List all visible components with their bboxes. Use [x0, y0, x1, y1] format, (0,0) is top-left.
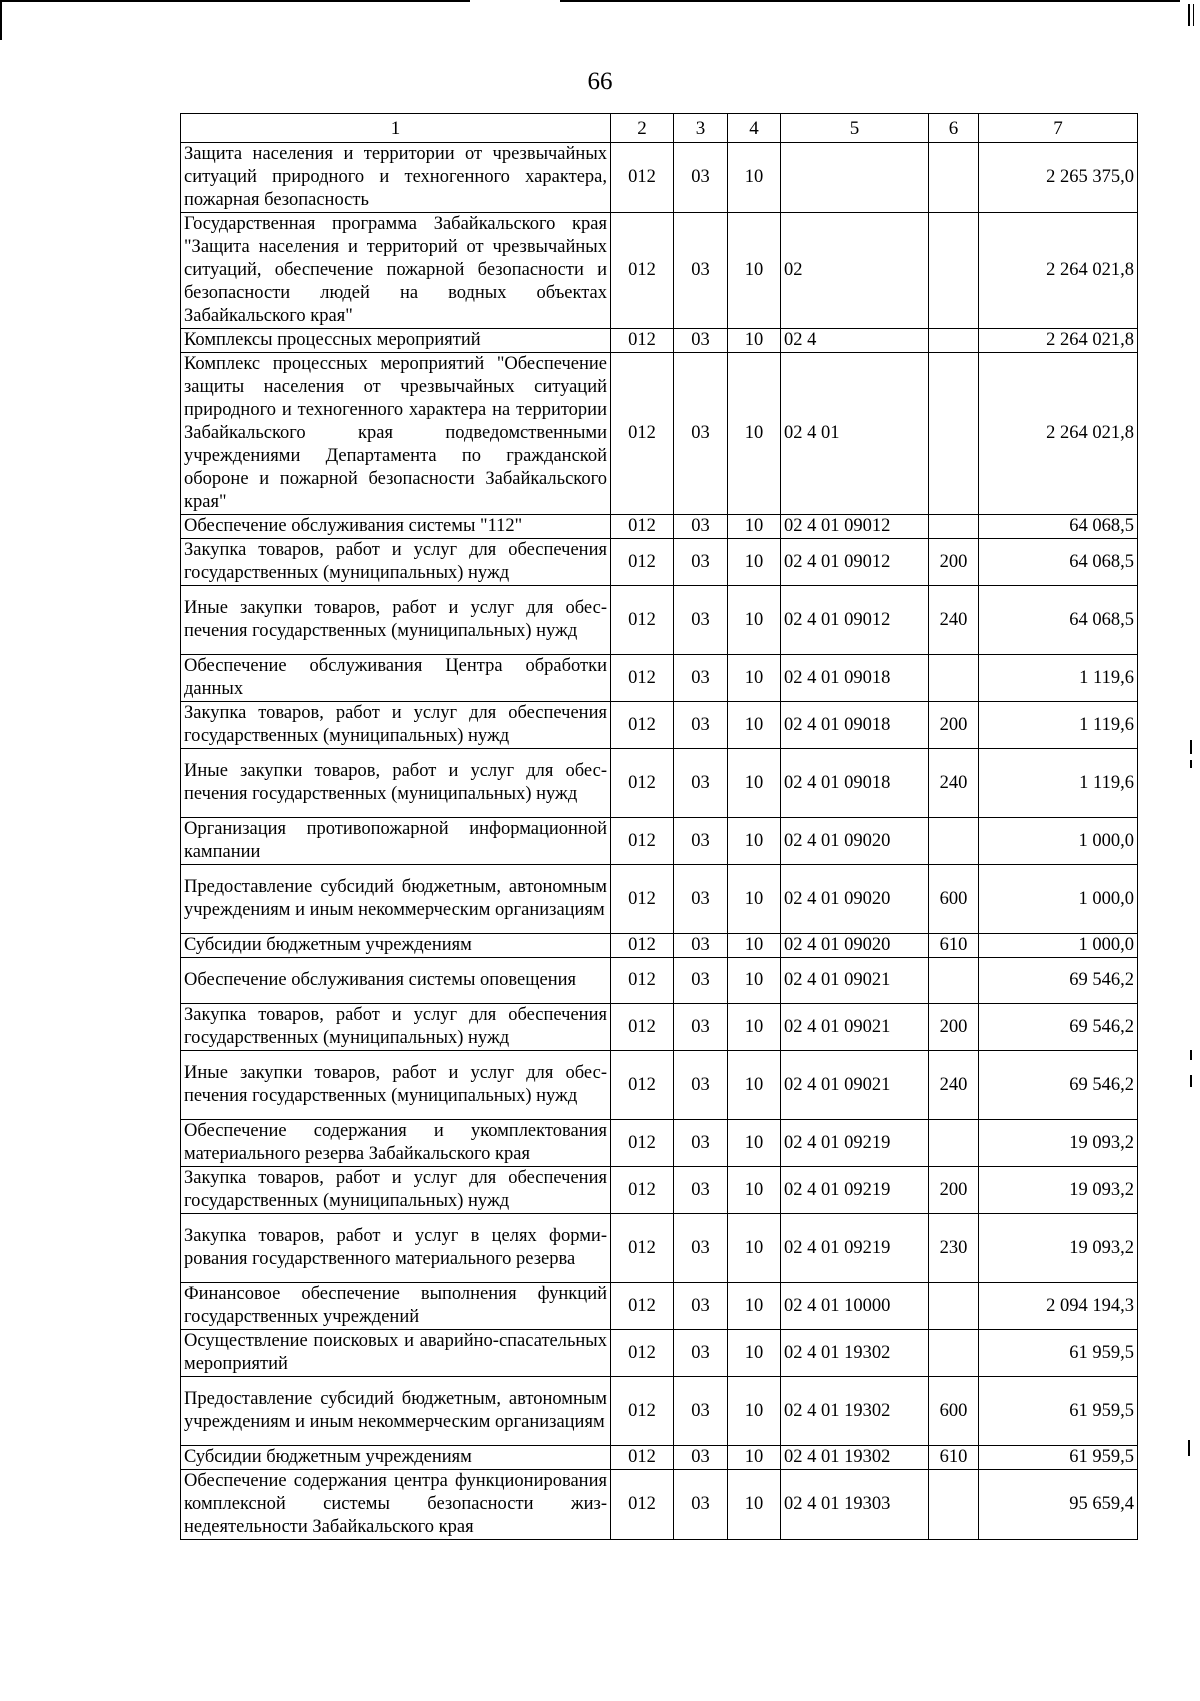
expense-type-code	[929, 143, 979, 213]
row-name: Иные закупки товаров, работ и услуг для обеспечения государственных (муниципальных) нужд	[181, 1051, 611, 1120]
subsection-code: 10	[728, 1377, 781, 1446]
expense-type-code: 610	[929, 934, 979, 958]
section-code: 03	[674, 655, 728, 702]
table-row	[181, 1214, 1138, 1283]
scan-speck	[1190, 760, 1192, 768]
table-row	[181, 1330, 1138, 1377]
column-header: 5	[781, 114, 929, 143]
row-name: Закупка товаров, работ и услуг для обеспечения государственных (муниципальных) нужд	[181, 1167, 611, 1214]
ministry-code: 012	[611, 515, 674, 539]
target-article-code	[781, 143, 929, 213]
ministry-code: 012	[611, 329, 674, 353]
subsection-code: 10	[728, 1167, 781, 1214]
ministry-code: 012	[611, 1120, 674, 1167]
scan-edge-top-right	[560, 0, 1180, 2]
expense-type-code	[929, 353, 979, 515]
subsection-code: 10	[728, 353, 781, 515]
row-name: Субсидии бюджетным учреждениям	[181, 1446, 611, 1470]
expense-type-code	[929, 1120, 979, 1167]
table-row	[181, 1283, 1138, 1330]
target-article-code: 02 4 01 19302	[781, 1377, 929, 1446]
amount: 2 264 021,8	[979, 353, 1138, 515]
table-row	[181, 702, 1138, 749]
expense-type-code: 610	[929, 1446, 979, 1470]
amount: 1 000,0	[979, 818, 1138, 865]
subsection-code: 10	[728, 213, 781, 329]
ministry-code: 012	[611, 1470, 674, 1540]
row-name: Обеспечение обслуживания Центра обработки данных	[181, 655, 611, 702]
amount: 19 093,2	[979, 1214, 1138, 1283]
ministry-code: 012	[611, 586, 674, 655]
row-name: Защита населения и территории от чрезвычайных ситуаций природного и техногенного характера, пожарная безопасность	[181, 143, 611, 213]
target-article-code: 02 4	[781, 329, 929, 353]
amount: 1 000,0	[979, 934, 1138, 958]
section-code: 03	[674, 1283, 728, 1330]
expense-type-code	[929, 1330, 979, 1377]
target-article-code: 02 4 01 09012	[781, 539, 929, 586]
target-article-code: 02 4 01 09020	[781, 818, 929, 865]
scan-speck	[1188, 1440, 1190, 1456]
table-body	[181, 143, 1138, 1540]
subsection-code: 10	[728, 655, 781, 702]
expense-type-code: 200	[929, 1004, 979, 1051]
target-article-code: 02 4 01 19302	[781, 1330, 929, 1377]
expense-type-code	[929, 1283, 979, 1330]
amount: 69 546,2	[979, 958, 1138, 1004]
section-code: 03	[674, 1214, 728, 1283]
row-name: Закупка товаров, работ и услуг для обеспечения государственных (муниципальных) нужд	[181, 702, 611, 749]
section-code: 03	[674, 586, 728, 655]
column-header: 6	[929, 114, 979, 143]
row-name: Предоставление субсидий бюджетным, автономным учреждениям и иным некоммерческим организациям	[181, 865, 611, 934]
table-row	[181, 213, 1138, 329]
scan-edge-top-left	[0, 0, 470, 2]
subsection-code: 10	[728, 1446, 781, 1470]
section-code: 03	[674, 1330, 728, 1377]
expense-type-code	[929, 958, 979, 1004]
ministry-code: 012	[611, 1004, 674, 1051]
subsection-code: 10	[728, 1330, 781, 1377]
amount: 61 959,5	[979, 1330, 1138, 1377]
ministry-code: 012	[611, 702, 674, 749]
amount: 2 265 375,0	[979, 143, 1138, 213]
amount: 1 119,6	[979, 655, 1138, 702]
section-code: 03	[674, 958, 728, 1004]
ministry-code: 012	[611, 143, 674, 213]
row-name: Обеспечение обслуживания системы "112"	[181, 515, 611, 539]
ministry-code: 012	[611, 655, 674, 702]
table-row	[181, 143, 1138, 213]
target-article-code: 02 4 01 09219	[781, 1167, 929, 1214]
expense-type-code: 240	[929, 749, 979, 818]
subsection-code: 10	[728, 1120, 781, 1167]
expense-type-code: 600	[929, 1377, 979, 1446]
subsection-code: 10	[728, 958, 781, 1004]
row-name: Предоставление субсидий бюджетным, автономным учреждениям и иным некоммерческим организациям	[181, 1377, 611, 1446]
subsection-code: 10	[728, 749, 781, 818]
target-article-code: 02 4 01 09021	[781, 958, 929, 1004]
expense-type-code	[929, 655, 979, 702]
amount: 95 659,4	[979, 1470, 1138, 1540]
section-code: 03	[674, 1446, 728, 1470]
row-name: Комплекс процессных мероприятий "Обеспечение защиты населения от чрезвычайных ситуаций природного и техногенного характера на территории Забайкальского края подведомственными учреждениями Департамента по гражданской обороне и пожарной безопасности Забайкальского края"	[181, 353, 611, 515]
target-article-code: 02	[781, 213, 929, 329]
table-row	[181, 329, 1138, 353]
row-name: Обеспечение обслуживания системы оповещения	[181, 958, 611, 1004]
subsection-code: 10	[728, 515, 781, 539]
ministry-code: 012	[611, 865, 674, 934]
target-article-code: 02 4 01 19302	[781, 1446, 929, 1470]
target-article-code: 02 4 01 09020	[781, 934, 929, 958]
ministry-code: 012	[611, 818, 674, 865]
section-code: 03	[674, 1051, 728, 1120]
row-name: Осуществление поисковых и аварийно-спасательных мероприятий	[181, 1330, 611, 1377]
section-code: 03	[674, 749, 728, 818]
table-row	[181, 1051, 1138, 1120]
subsection-code: 10	[728, 702, 781, 749]
expense-type-code: 230	[929, 1214, 979, 1283]
table-row	[181, 1120, 1138, 1167]
expense-type-code: 200	[929, 702, 979, 749]
subsection-code: 10	[728, 1470, 781, 1540]
row-name: Закупка товаров, работ и услуг для обеспечения государственных (муниципальных) нужд	[181, 539, 611, 586]
target-article-code: 02 4 01 09021	[781, 1051, 929, 1120]
target-article-code: 02 4 01 09018	[781, 655, 929, 702]
ministry-code: 012	[611, 1051, 674, 1120]
table-header-row	[181, 114, 1138, 143]
section-code: 03	[674, 143, 728, 213]
target-article-code: 02 4 01 09219	[781, 1214, 929, 1283]
target-article-code: 02 4 01 09219	[781, 1120, 929, 1167]
target-article-code: 02 4 01 09018	[781, 749, 929, 818]
section-code: 03	[674, 329, 728, 353]
row-name: Субсидии бюджетным учреждениям	[181, 934, 611, 958]
table-row	[181, 958, 1138, 1004]
table-row	[181, 586, 1138, 655]
subsection-code: 10	[728, 143, 781, 213]
target-article-code: 02 4 01 09012	[781, 586, 929, 655]
section-code: 03	[674, 1120, 728, 1167]
ministry-code: 012	[611, 1167, 674, 1214]
row-name: Обеспечение содержания и укомплектования материального резерва Забайкальского края	[181, 1120, 611, 1167]
page-number: 66	[587, 68, 613, 95]
target-article-code: 02 4 01 09012	[781, 515, 929, 539]
row-name: Финансовое обеспечение выполнения функций государственных учреждений	[181, 1283, 611, 1330]
amount: 19 093,2	[979, 1167, 1138, 1214]
section-code: 03	[674, 818, 728, 865]
section-code: 03	[674, 353, 728, 515]
ministry-code: 012	[611, 749, 674, 818]
ministry-code: 012	[611, 1283, 674, 1330]
expense-type-code: 600	[929, 865, 979, 934]
row-name: Государственная программа Забайкальского края "Защита населения и территорий от чрезвычайных ситуаций, обеспечение пожарной безопасности и безопасности людей на водных объектах Забайкальского края"	[181, 213, 611, 329]
column-header: 2	[611, 114, 674, 143]
column-header: 3	[674, 114, 728, 143]
scan-speck	[1190, 740, 1192, 754]
target-article-code: 02 4 01 09020	[781, 865, 929, 934]
expense-type-code	[929, 515, 979, 539]
amount: 64 068,5	[979, 586, 1138, 655]
scan-speck	[1190, 1075, 1192, 1087]
ministry-code: 012	[611, 353, 674, 515]
section-code: 03	[674, 702, 728, 749]
table-row	[181, 1004, 1138, 1051]
ministry-code: 012	[611, 1214, 674, 1283]
expense-type-code	[929, 818, 979, 865]
table-row	[181, 818, 1138, 865]
expense-type-code: 240	[929, 1051, 979, 1120]
expense-type-code	[929, 1470, 979, 1540]
amount: 69 546,2	[979, 1004, 1138, 1051]
scan-edge-left	[0, 0, 2, 40]
table-row	[181, 1470, 1138, 1540]
subsection-code: 10	[728, 329, 781, 353]
amount: 64 068,5	[979, 515, 1138, 539]
subsection-code: 10	[728, 1214, 781, 1283]
subsection-code: 10	[728, 586, 781, 655]
row-name: Комплексы процессных мероприятий	[181, 329, 611, 353]
table-row	[181, 353, 1138, 515]
amount: 2 264 021,8	[979, 213, 1138, 329]
section-code: 03	[674, 539, 728, 586]
section-code: 03	[674, 1004, 728, 1051]
table-row	[181, 1167, 1138, 1214]
amount: 61 959,5	[979, 1446, 1138, 1470]
ministry-code: 012	[611, 539, 674, 586]
ministry-code: 012	[611, 1377, 674, 1446]
table-row	[181, 539, 1138, 586]
amount: 19 093,2	[979, 1120, 1138, 1167]
target-article-code: 02 4 01 10000	[781, 1283, 929, 1330]
target-article-code: 02 4 01 09021	[781, 1004, 929, 1051]
row-name: Закупка товаров, работ и услуг в целях формирования государственного материального резерва	[181, 1214, 611, 1283]
amount: 1 119,6	[979, 702, 1138, 749]
subsection-code: 10	[728, 1283, 781, 1330]
amount: 61 959,5	[979, 1377, 1138, 1446]
section-code: 03	[674, 1167, 728, 1214]
subsection-code: 10	[728, 818, 781, 865]
amount: 2 264 021,8	[979, 329, 1138, 353]
expense-type-code: 200	[929, 1167, 979, 1214]
section-code: 03	[674, 1470, 728, 1540]
subsection-code: 10	[728, 934, 781, 958]
scan-mark-top-right	[1188, 4, 1194, 26]
row-name: Организация противопожарной информационной кампании	[181, 818, 611, 865]
row-name: Иные закупки товаров, работ и услуг для обеспечения государственных (муниципальных) нужд	[181, 749, 611, 818]
amount: 1 119,6	[979, 749, 1138, 818]
section-code: 03	[674, 934, 728, 958]
subsection-code: 10	[728, 865, 781, 934]
target-article-code: 02 4 01 19303	[781, 1470, 929, 1540]
amount: 1 000,0	[979, 865, 1138, 934]
scan-speck	[1190, 1050, 1192, 1060]
ministry-code: 012	[611, 934, 674, 958]
expense-type-code	[929, 329, 979, 353]
ministry-code: 012	[611, 213, 674, 329]
amount: 64 068,5	[979, 539, 1138, 586]
budget-table	[180, 113, 1138, 1540]
column-header: 4	[728, 114, 781, 143]
ministry-code: 012	[611, 958, 674, 1004]
table-row	[181, 934, 1138, 958]
target-article-code: 02 4 01	[781, 353, 929, 515]
target-article-code: 02 4 01 09018	[781, 702, 929, 749]
row-name: Закупка товаров, работ и услуг для обеспечения государственных (муниципальных) нужд	[181, 1004, 611, 1051]
table-row	[181, 865, 1138, 934]
ministry-code: 012	[611, 1446, 674, 1470]
column-header: 7	[979, 114, 1138, 143]
amount: 2 094 194,3	[979, 1283, 1138, 1330]
table-row	[181, 1446, 1138, 1470]
table-row	[181, 749, 1138, 818]
section-code: 03	[674, 515, 728, 539]
row-name: Иные закупки товаров, работ и услуг для обеспечения государственных (муниципальных) нужд	[181, 586, 611, 655]
subsection-code: 10	[728, 1051, 781, 1120]
subsection-code: 10	[728, 539, 781, 586]
amount: 69 546,2	[979, 1051, 1138, 1120]
expense-type-code: 200	[929, 539, 979, 586]
section-code: 03	[674, 213, 728, 329]
section-code: 03	[674, 865, 728, 934]
expense-type-code	[929, 213, 979, 329]
table-row	[181, 515, 1138, 539]
section-code: 03	[674, 1377, 728, 1446]
expense-type-code: 240	[929, 586, 979, 655]
ministry-code: 012	[611, 1330, 674, 1377]
subsection-code: 10	[728, 1004, 781, 1051]
table-row	[181, 655, 1138, 702]
column-header: 1	[181, 114, 611, 143]
table-row	[181, 1377, 1138, 1446]
row-name: Обеспечение содержания центра функционирования комплексной системы безопасности жизнедеятельности Забайкальского края	[181, 1470, 611, 1540]
